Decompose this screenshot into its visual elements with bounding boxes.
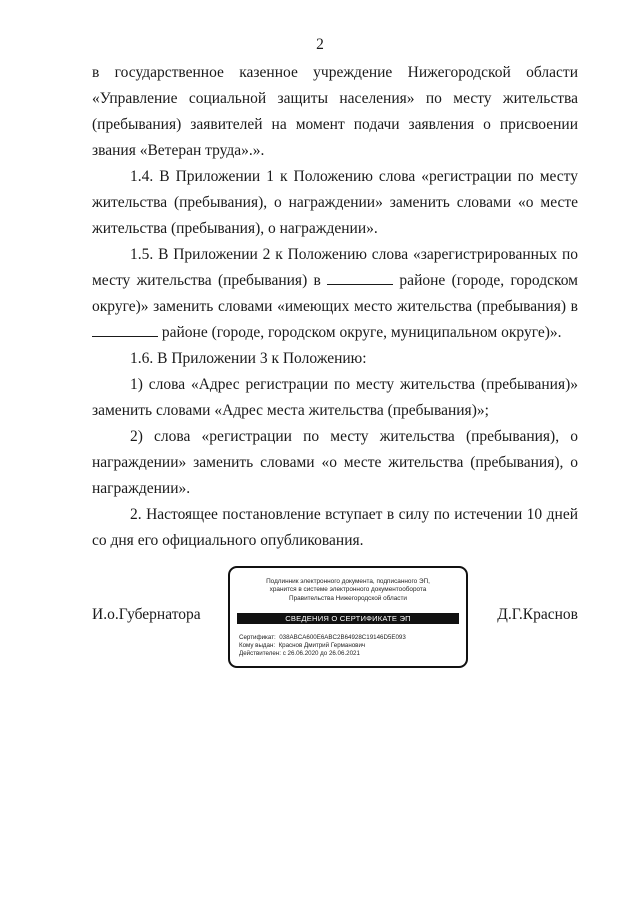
certificate-value: 038ABCA600E6ABC2B64928C19146D5E093 <box>279 634 406 641</box>
blank-line <box>92 322 158 337</box>
valid-label: Действителен: <box>239 650 281 658</box>
paragraph-1-5-part-3: районе (городе, городском округе, муниципальном округе)». <box>158 324 562 341</box>
paragraph-continuation: в государственное казенное учреждение Нижегородской области «Управление социальной защиты населения» по месту жительства (пребывания) заявителей на момент подачи заявления о присвоении звания «Ветеран труда».». <box>92 64 578 159</box>
paragraph-1-6-item-1: 1) слова «Адрес регистрации по месту жительства (пребывания)» заменить словами «Адрес места жительства (пребывания)»; <box>92 376 578 419</box>
stamp-note-line: Подлинник электронного документа, подписанного ЭП, <box>266 578 430 585</box>
signatory-title: И.о.Губернатора <box>92 606 201 623</box>
paragraph-1-5 <box>92 242 578 346</box>
paragraph-1-6: 1.6. В Приложении 3 к Положению: <box>130 350 367 367</box>
issued-to-row <box>239 642 406 650</box>
paragraph-1-5-part-1: 1.5. В Приложении 2 к Положению слова «зарегистрированных по месту жительства (пребывания) в <box>92 246 578 289</box>
electronic-signature-stamp <box>228 566 468 668</box>
stamp-details <box>239 634 406 659</box>
certificate-label: Сертификат: <box>239 634 276 641</box>
page-number: 2 <box>316 36 324 53</box>
signatory-name: Д.Г.Краснов <box>497 606 578 623</box>
stamp-note <box>230 578 466 603</box>
stamp-note-line: Правительства Нижегородской области <box>288 594 408 602</box>
stamp-header: СВЕДЕНИЯ О СЕРТИФИКАТЕ ЭП <box>237 613 459 624</box>
valid-value: с 26.06.2020 до 26.06.2021 <box>282 650 360 658</box>
issued-to-value: Краснов Дмитрий Германович <box>278 642 366 650</box>
paragraph-1-5-part-2: районе (городе, городском округе)» заменить словами «имеющих место жительства (пребывания) в <box>92 272 578 315</box>
certificate-row <box>239 634 406 642</box>
valid-row <box>239 650 406 658</box>
paragraph-1-4: 1.4. В Приложении 1 к Положению слова «регистрации по месту жительства (пребывания), о награждении» заменить словами «о месте жительства (пребывания), о награждении». <box>92 168 578 237</box>
stamp-note-line: хранится в системе электронного документооборота <box>269 586 427 594</box>
blank-line <box>327 270 393 285</box>
document-body <box>92 60 578 554</box>
paragraph-2: 2. Настоящее постановление вступает в силу по истечении 10 дней со дня его официального опубликования. <box>92 506 578 549</box>
paragraph-1-6-item-2: 2) слова «регистрации по месту жительства (пребывания), о награждении» заменить словами «о месте жительства (пребывания), о награждении». <box>92 428 578 497</box>
issued-to-label: Кому выдан: <box>239 642 276 650</box>
